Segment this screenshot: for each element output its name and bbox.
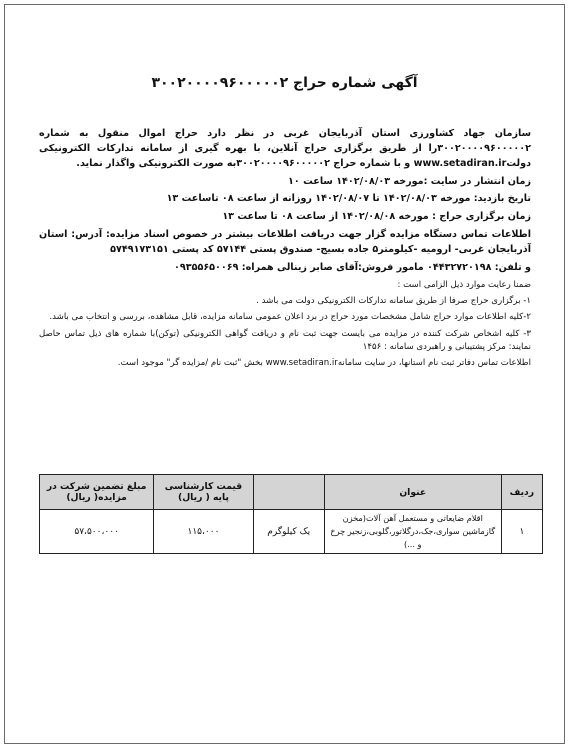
header-row-number: ردیف	[501, 475, 542, 510]
header-bond: مبلغ تضمین شرکت در مزایده( ریال)	[40, 475, 154, 510]
auction-items-table	[39, 474, 543, 554]
table-header-row	[40, 475, 543, 510]
cell-base-price: ۱۱۵،۰۰۰	[154, 510, 253, 554]
header-unit	[253, 475, 324, 510]
cell-bond: ۵۷،۵۰۰،۰۰۰	[40, 510, 154, 554]
table-row	[40, 510, 543, 554]
cell-row-number: ۱	[501, 510, 542, 554]
intro-paragraph: سازمان جهاد کشاورزی استان آذربایجان غربی در نظر دارد حراج اموال منقول به شماره ۳۰۰۲۰۰۰۰۹۶۰۰۰۰۰۲را از طریق برگزاری حراج آنلاین، با بهره گیری از سامانه تدارکات الکترونیکی دولتwww.setadiran.ir و با شماره حراج ۳۰۰۲۰۰۰۰۹۶۰۰۰۰۰۲به صورت الکترونیکی واگذار نماید.	[39, 128, 531, 169]
contact-info: اطلاعات تماس دستگاه مزایده گزار جهت دریافت اطلاعات بیشتر در خصوص اسناد مزایده: آدرس: استان آذربایجان غربی- ارومیه -کیلومتر۵ جاده بسیج- صندوق پستی ۵۷۱۴۴ کد پستی ۵۷۴۹۱۷۳۱۵۱	[39, 229, 531, 256]
cell-title: اقلام ضایعاتی و مستعمل آهن آلات(مخزن گازماشین سواری،جک،درگلاتور،گلوبی،زنجیر چرخ و ...)	[324, 510, 501, 554]
rule-1: ۱- برگزاری حراج صرفا از طریق سامانه تدارکات الکترونیکی دولت می باشد .	[256, 296, 531, 307]
notice-title: آگهی شماره حراج ۳۰۰۲۰۰۰۰۹۶۰۰۰۰۰۲	[151, 75, 418, 91]
header-base-price: قیمت کارشناسی پایه ( ریال)	[154, 475, 253, 510]
rule-3: ۳- کلیه اشخاص شرکت کننده در مزایده می بایست جهت ثبت نام و دریافت گواهی الکترونیکی (توکن)با شماره های ذیل تماس حاصل نمایند: مرکز پشتیبانی و راهبردی سامانه : ۱۴۵۶	[39, 328, 531, 352]
auction-date: زمان برگزاری حراج : مورخه ۱۴۰۲/۰۸/۰۸ از ساعت ۰۸ تا ساعت ۱۳	[222, 211, 531, 223]
notice-heading: ضمنا رعایت موارد ذیل الزامی است :	[397, 279, 531, 290]
notice-page	[4, 4, 565, 744]
header-title: عنوان	[324, 475, 501, 510]
cell-unit: یک کیلوگرم	[253, 510, 324, 554]
visit-date: تاریخ بازدید: مورخه ۱۴۰۲/۰۸/۰۳ تا ۱۴۰۲/۰۸/۰۷ روزانه از ساعت ۰۸ تاساعت ۱۳	[166, 193, 531, 205]
notice-body	[39, 127, 531, 374]
phone-line: و تلفن: ۰۴۴۳۲۷۲۰۱۹۸ مامور فروش:آقای صابر زینالی همراه: ۰۹۳۵۵۶۵۰۰۶۹	[174, 261, 531, 273]
publish-date: زمان انتشار در سایت :مورخه ۱۴۰۲/۰۸/۰۳ ساعت ۱۰	[288, 175, 531, 187]
registration-info: اطلاعات تماس دفاتر ثبت نام استانها، در سایت سامانهwww.setadiran.ir بخش "ثبت نام /مزایده گر" موجود است.	[117, 358, 531, 369]
rule-2: ۲-کلیه اطلاعات موارد حراج شامل مشخصات مورد حراج در برد اعلان عمومی سامانه مزایده، قابل مشاهده، بررسی و انتخاب می باشد.	[49, 312, 531, 323]
